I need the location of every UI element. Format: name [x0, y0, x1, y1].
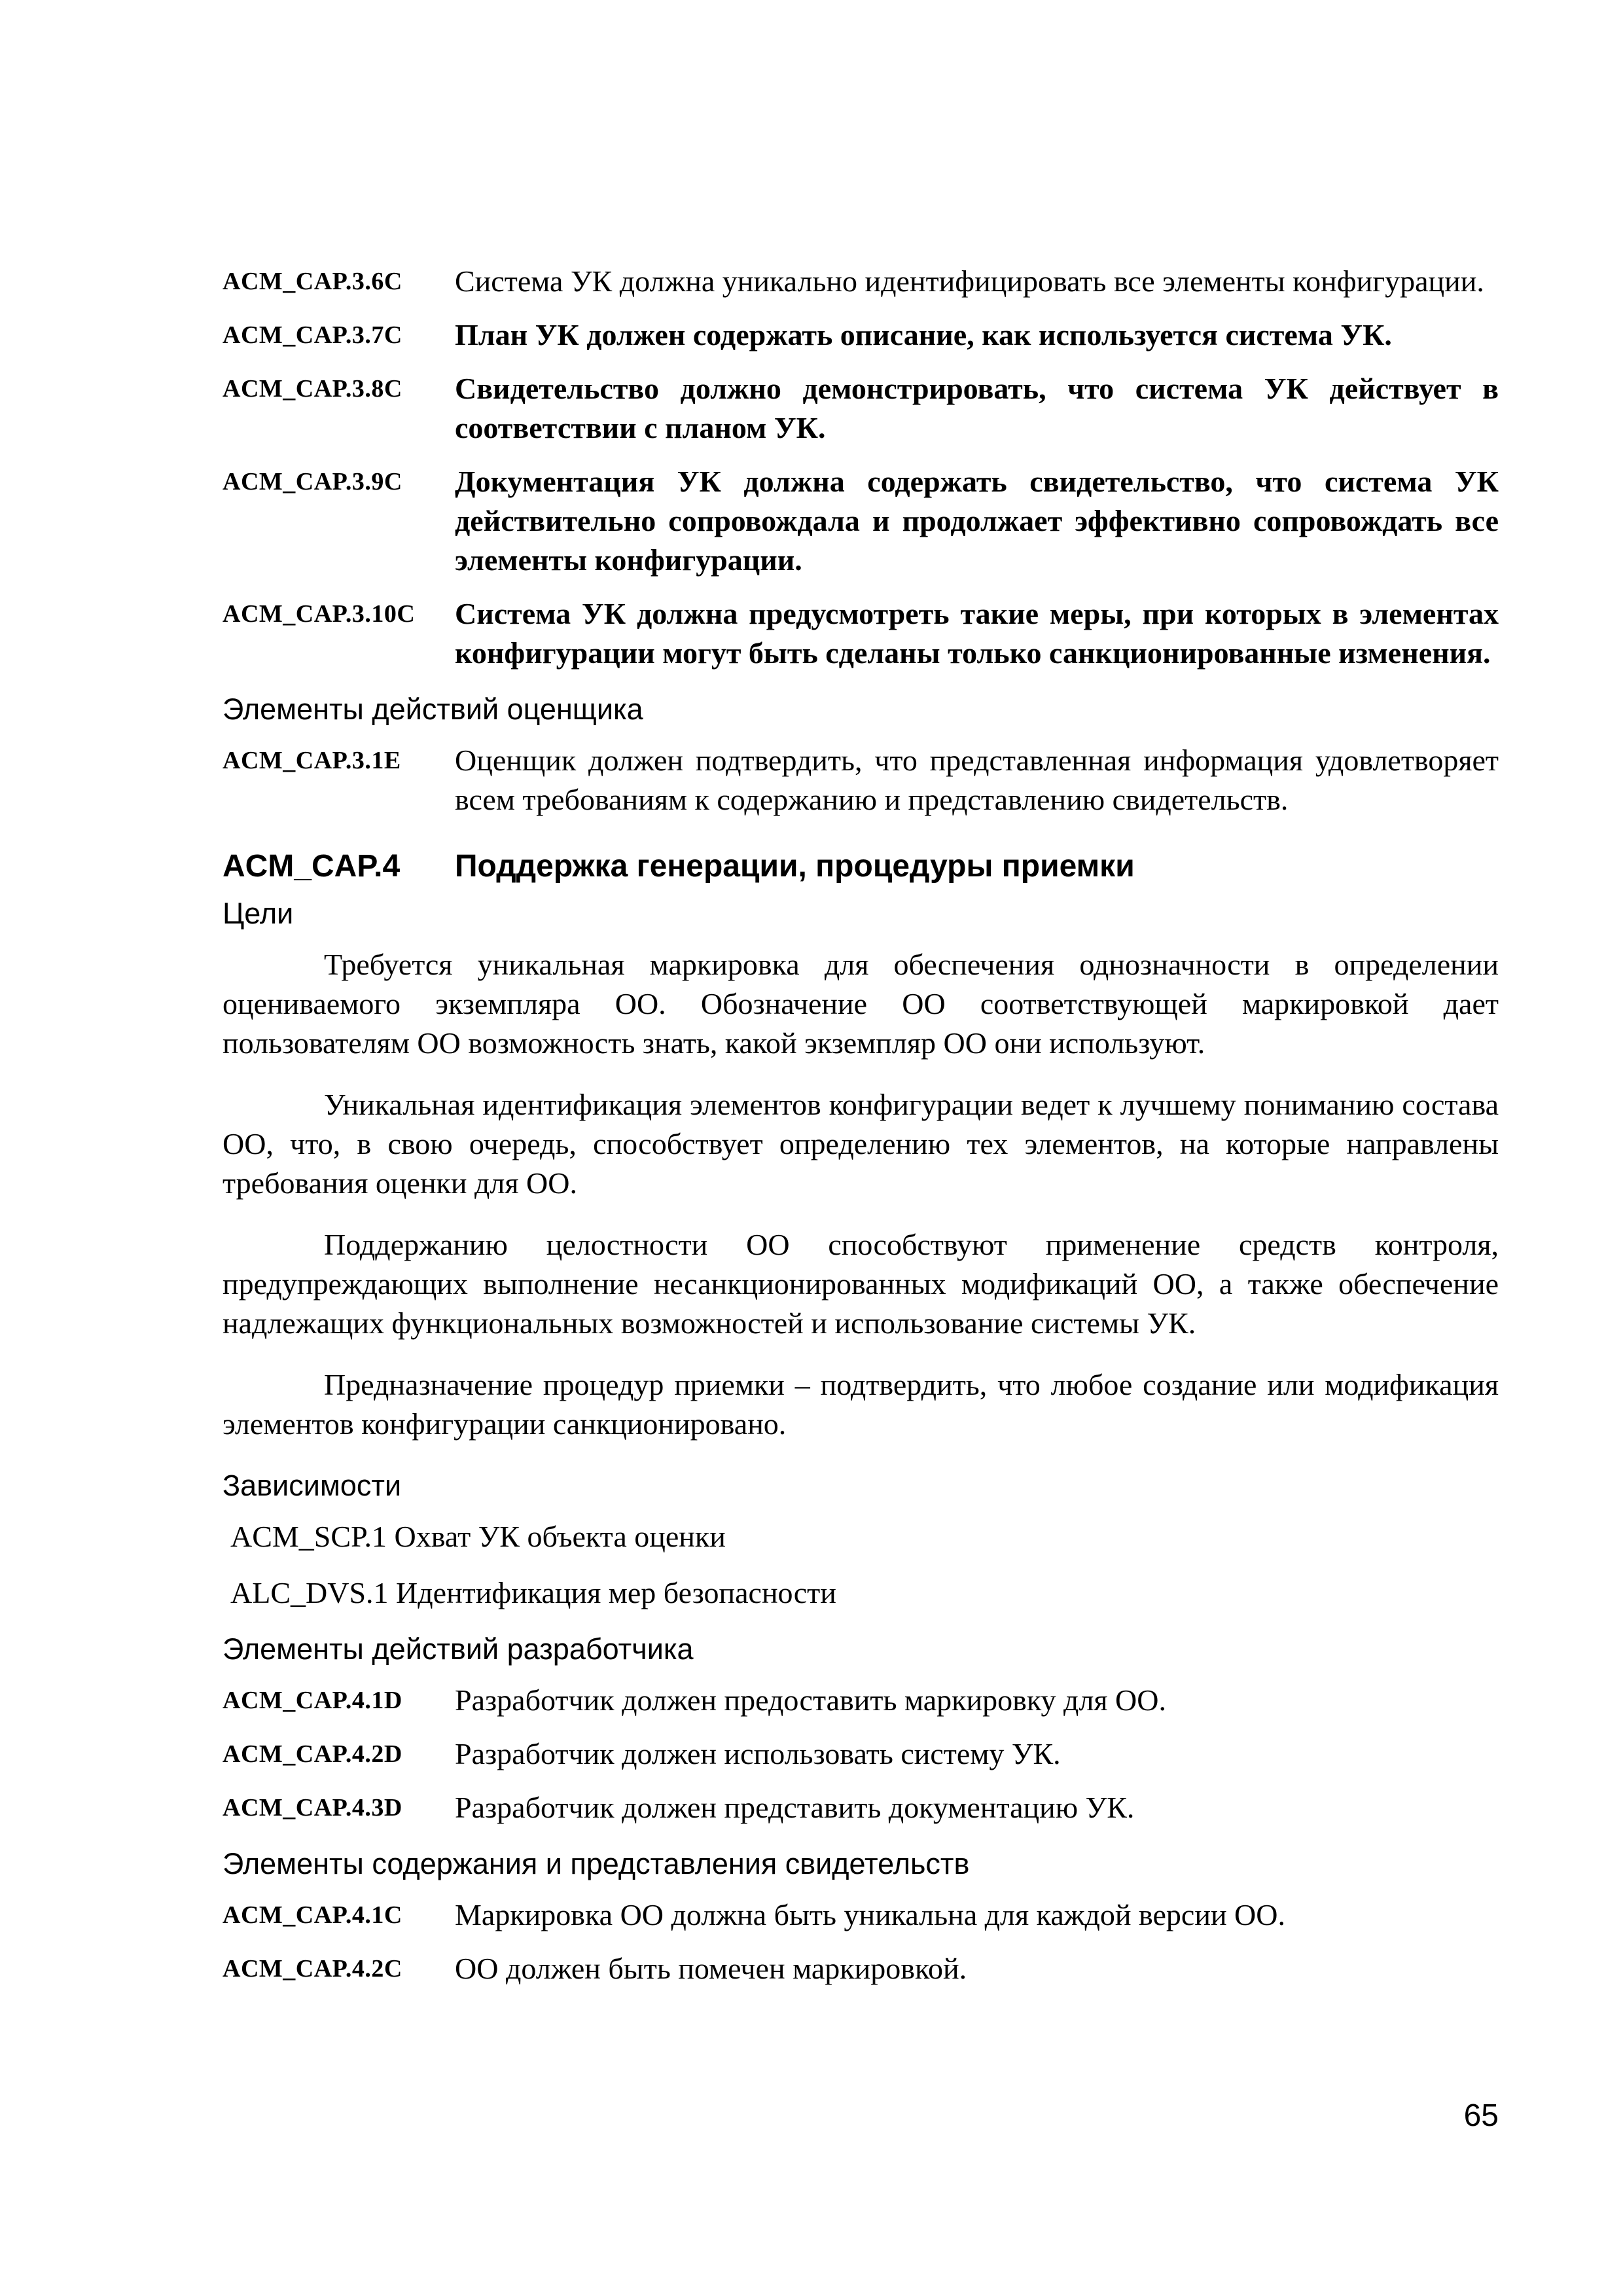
requirement-code: ACM_CAP.4.1C: [223, 1901, 402, 1929]
section-title: Поддержка генерации, процедуры приемки: [455, 849, 1135, 884]
requirement-row: [223, 1949, 1499, 1988]
paragraph: Предназначение процедур приемки – подтвердить, что любое создание или модификация элементов конфигурации санкционировано.: [223, 1368, 1499, 1441]
paragraph: Требуется уникальная маркировка для обеспечения однозначности в определении оцениваемого экземпляра ОО. Обозначение ОО соответствующей маркировкой дает пользователям ОО возможность знать, какой экземпляр ОО они используют.: [223, 948, 1499, 1060]
requirement-text: Свидетельство должно демонстрировать, что система УК действует в соответствии с планом УК.: [455, 372, 1499, 444]
requirement-row: [223, 262, 1499, 301]
document-page: [223, 262, 1499, 2003]
paragraph: Поддержанию целостности ОО способствуют применение средств контроля, предупреждающих выполнение несанкционированных модификаций ОО, а также обеспечение надлежащих функциональных возможностей и использование системы УК.: [223, 1228, 1499, 1340]
requirement-row: [223, 1681, 1499, 1720]
requirement-code: ACM_CAP.4.2C: [223, 1955, 402, 1982]
page-number: 65: [1463, 2098, 1499, 2133]
requirement-row: [223, 1788, 1499, 1827]
requirement-row: [223, 1895, 1499, 1935]
dependency-item: ACM_SCP.1 Охват УК объекта оценки: [230, 1520, 726, 1553]
requirement-text: Маркировка ОО должна быть уникальна для каждой версии ОО.: [455, 1898, 1285, 1931]
requirement-code: ACM_CAP.3.9C: [223, 468, 402, 495]
requirement-text: Разработчик должен предоставить маркировку для ОО.: [455, 1683, 1166, 1717]
section-number: ACM_CAP.4: [223, 849, 401, 884]
requirement-text: ОО должен быть помечен маркировкой.: [455, 1952, 967, 1985]
dependency-item: ALC_DVS.1 Идентификация мер безопасности: [230, 1576, 836, 1609]
requirement-code: ACM_CAP.3.1E: [223, 747, 401, 774]
content-heading: Элементы содержания и представления свидетельств: [223, 1847, 970, 1880]
requirement-text: Оценщик должен подтвердить, что представленная информация удовлетворяет всем требованиям к содержанию и представлению свидетельств.: [455, 744, 1499, 816]
requirement-code: ACM_CAP.4.1D: [223, 1687, 402, 1714]
requirement-text: Система УК должна уникально идентифицировать все элементы конфигурации.: [455, 264, 1484, 298]
requirement-row: [223, 1734, 1499, 1774]
requirement-code: ACM_CAP.4.2D: [223, 1740, 402, 1768]
requirement-code: ACM_CAP.3.7C: [223, 321, 402, 349]
requirement-row: [223, 462, 1499, 580]
requirement-code: ACM_CAP.3.8C: [223, 375, 402, 403]
requirement-code: ACM_CAP.4.3D: [223, 1794, 402, 1821]
requirement-text: Разработчик должен представить документацию УК.: [455, 1791, 1135, 1824]
goals-heading: Цели: [223, 897, 294, 930]
requirement-code: ACM_CAP.3.6C: [223, 268, 402, 295]
requirement-row: [223, 594, 1499, 673]
requirement-row: [223, 741, 1499, 819]
requirement-text: Документация УК должна содержать свидетельство, что система УК действительно сопровождала и продолжает эффективно сопровождать все элементы конфигурации.: [455, 465, 1499, 577]
requirement-text: План УК должен содержать описание, как используется система УК.: [455, 318, 1392, 351]
requirement-row: [223, 315, 1499, 355]
developer-heading: Элементы действий разработчика: [223, 1632, 694, 1666]
evaluator-heading: Элементы действий оценщика: [223, 692, 643, 726]
section-heading: [223, 846, 1499, 888]
requirement-code: ACM_CAP.3.10C: [223, 600, 416, 628]
requirement-row: [223, 369, 1499, 448]
paragraph: Уникальная идентификация элементов конфигурации ведет к лучшему пониманию состава ОО, что, в свою очередь, способствует определению тех элементов, на которые направлены требования оценки для ОО.: [223, 1088, 1499, 1200]
requirement-text: Разработчик должен использовать систему УК.: [455, 1737, 1061, 1770]
requirement-text: Система УК должна предусмотреть такие меры, при которых в элементах конфигурации могут быть сделаны только санкционированные изменения.: [455, 597, 1499, 670]
dependencies-heading: Зависимости: [223, 1469, 402, 1502]
